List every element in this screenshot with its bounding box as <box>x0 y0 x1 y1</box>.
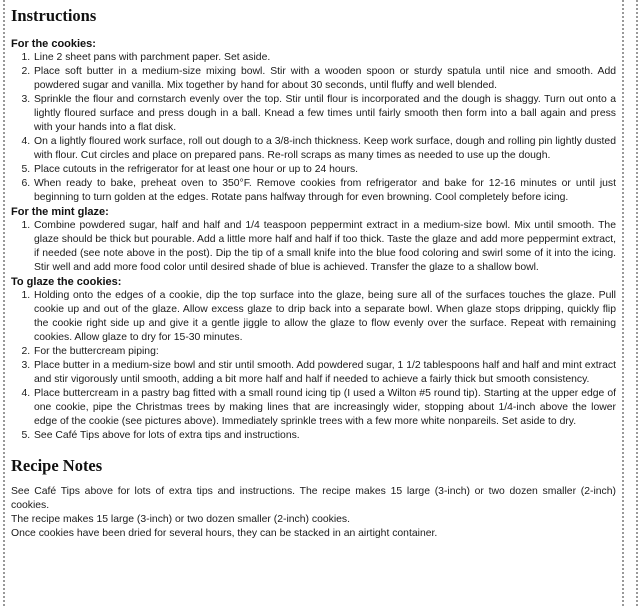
steps-list-glaze-cookies <box>11 289 616 443</box>
step-item: 6. When ready to bake, preheat oven to 350°F. Remove cookies from refrigerator and bake for 12-16 minutes or until just beginning to turn golden at the edges. Rotate pans halfway through for even browning. Cool completely before icing. <box>33 177 616 205</box>
steps-list-cookies <box>11 51 616 205</box>
recipe-note-line: Once cookies have been dried for several hours, they can be stacked in an airtight container. <box>11 528 438 539</box>
step-item: 5. See Café Tips above for lots of extra tips and instructions. <box>33 429 616 443</box>
step-item: 1. Line 2 sheet pans with parchment paper. Set aside. <box>33 51 616 65</box>
recipe-notes <box>11 485 616 541</box>
step-item: 3. Place butter in a medium-size bowl and stir until smooth. Add powdered sugar, 1 1/2 tablespoons half and half and mint extract and stir vigorously until smooth, adding a bit more half and half if needed to achieve a fairly thick but smooth consistency. <box>33 359 616 387</box>
section-for-the-cookies <box>11 37 616 205</box>
step-item: 4. On a lightly floured work surface, roll out dough to a 3/8-inch thickness. Keep work surface, dough and rolling pin lightly dusted with flour. Cut circles and place on prepared pans. Re-roll scraps as many times as needed to use up the dough. <box>33 135 616 163</box>
step-item: 1. Holding onto the edges of a cookie, dip the top surface into the glaze, being sure all of the surfaces touches the glaze. Pull cookie up and out of the glaze. Allow excess glaze to drip back into a separate bowl. When glaze stops dripping, quickly flip the cookie right side up and give it a gentle jiggle to allow the glaze to flow evenly over the surface. Repeat with remaining cookies. Allow glaze to dry for 15-30 minutes. <box>33 289 616 345</box>
step-item: 5. Place cutouts in the refrigerator for at least one hour or up to 24 hours. <box>33 163 616 177</box>
section-label-glaze-cookies: To glaze the cookies: <box>11 276 122 288</box>
steps-list-mint-glaze <box>11 219 616 275</box>
step-item: 2. For the buttercream piping: <box>33 345 616 359</box>
recipe-instructions-card <box>3 0 624 606</box>
section-label-cookies: For the cookies: <box>11 38 96 50</box>
section-label-mint-glaze: For the mint glaze: <box>11 206 109 218</box>
recipe-notes-heading: Recipe Notes <box>11 456 103 475</box>
instructions-heading: Instructions <box>11 6 97 25</box>
recipe-note-line: See Café Tips above for lots of extra tips and instructions. The recipe makes 15 large (3-inch) or two dozen smaller (2-inch) cookies. <box>11 486 616 511</box>
step-item: 3. Sprinkle the flour and cornstarch evenly over the top. Stir until flour is incorporated and the dough is shaggy. Turn out onto a lightly floured surface and press dough in a ball. Knead a few times until fairly smooth then form into a ball again and press with your hands into a flat disk. <box>33 93 616 135</box>
step-item: 2. Place soft butter in a medium-size mixing bowl. Stir with a wooden spoon or sturdy spatula until nice and smooth. Add powdered sugar and vanilla. Mix together by hand for about 30 seconds, until fluffy and well blended. <box>33 65 616 93</box>
step-item: 1. Combine powdered sugar, half and half and 1/4 teaspoon peppermint extract in a medium-size bowl. Mix until smooth. The glaze should be thick but pourable. Add a little more half and half if too thick. Taste the glaze and add more peppermint extract, if needed (see note above in the post). Dip the tip of a small knife into the blue food coloring and swirl some of it into the icing. Stir well and add more food color until desired shade of blue is achieved. Transfer the glaze to a shallow bowl. <box>33 219 616 275</box>
outer-dotted-border <box>636 0 638 606</box>
step-item: 4. Place buttercream in a pastry bag fitted with a small round icing tip (I used a Wilton #5 round tip). Starting at the upper edge of one cookie, pipe the Christmas trees by making lines that are increasingly wider, stopping about 1/4-inch above the lower edge of the cookie (see pictures above). Immediately sprinkle trees with a few more white nonpareils. Set aside to dry. <box>33 387 616 429</box>
section-mint-glaze <box>11 205 616 275</box>
section-glaze-the-cookies <box>11 275 616 443</box>
recipe-note-line: The recipe makes 15 large (3-inch) or two dozen smaller (2-inch) cookies. <box>11 514 350 525</box>
